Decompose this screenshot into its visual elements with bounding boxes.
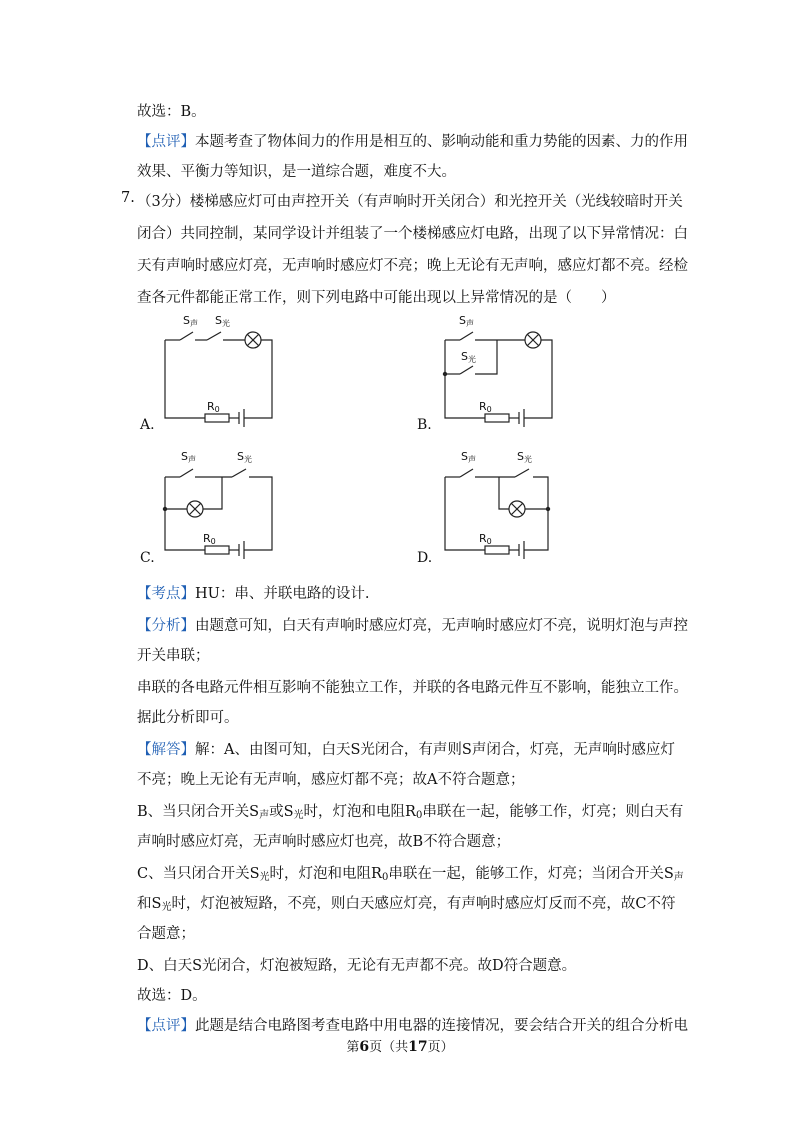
switch-sheng-sub: 声 [189, 319, 198, 328]
question-line-3: 天有声响时感应灯亮，无声响时感应灯不亮；晚上无论有无声响，感应灯都不亮。经检 [137, 258, 688, 274]
option-b-label: B. [417, 417, 432, 433]
question-number: 7. [121, 190, 135, 206]
resistor-icon [485, 414, 509, 422]
resistor-label: R [207, 400, 215, 413]
final-answer-line: 故选：D。 [137, 988, 207, 1004]
review-line: 【点评】此题是结合电路图考查电路中用电器的连接情况，要会结合开关的组合分析电 [137, 1018, 688, 1034]
switch-guang-sub: 光 [221, 319, 230, 328]
solution-line-6: 和$S_光$时，灯泡被短路，不亮，则白天感应灯亮，有声响时感应灯反而不亮，故C不符 [137, 896, 676, 913]
comment-text: 本题考查了物体间力的作用是相互的、影响动能和重力势能的因素、力的作用 [195, 134, 688, 150]
question-line-2: 闭合）共同控制，某同学设计并组装了一个楼梯感应灯电路，出现了以下异常情况：白 [137, 226, 688, 242]
svg-text:S光: S光 [517, 450, 532, 464]
solution-tag: 【解答】 [137, 742, 195, 758]
svg-text:S声: S声 [459, 314, 474, 328]
analysis-line-2: 开关串联； [137, 648, 210, 664]
switch-icon [460, 469, 473, 477]
svg-text:R0: R0 [479, 400, 492, 414]
option-c-label: C. [140, 550, 155, 566]
comment-line-1 [137, 130, 688, 151]
option-a-label: A. [140, 417, 155, 433]
analysis-line-3: 串联的各电路元件相互影响不能独立工作，并联的各电路元件互不影响，能独立工作。 [137, 680, 688, 696]
switch-icon [180, 332, 193, 340]
switch-icon [515, 469, 529, 477]
knowledge-tag: 【考点】 [137, 586, 195, 602]
switch-icon [460, 366, 473, 374]
comment-line-2: 效果、平衡力等知识，是一道综合题，难度不大。 [137, 164, 456, 180]
analysis-line-1: 【分析】由题意可知，白天有声响时感应灯亮，无声响时感应灯不亮，说明灯泡与声控 [137, 618, 688, 634]
page-footer: 第6页（共17页） [346, 1039, 454, 1055]
svg-text:S声: S声 [461, 450, 476, 464]
svg-text:R0 [207, 400, 220, 414]
svg-text:S光: S光 [237, 450, 252, 464]
analysis-line-4: 据此分析即可。 [137, 710, 239, 726]
resistor-icon [205, 546, 229, 554]
svg-text:S声 [183, 314, 198, 328]
solution-line-4: 声响时感应灯亮，无声响时感应灯也亮，故B不符合题意； [137, 834, 511, 850]
resistor-icon [485, 546, 509, 554]
knowledge-point-line: 【考点】HU：串、并联电路的设计. [137, 586, 370, 602]
total-pages: 17 [408, 1039, 428, 1055]
switch-icon [460, 332, 473, 340]
switch-icon [180, 469, 193, 477]
svg-text:R0: R0 [203, 532, 216, 546]
solution-line-3: B、当只闭合开关$S_声$或$S_光$时，灯泡和电阻$R_0$串联在一起，能够工作，灯亮；则白天有 [137, 804, 684, 821]
circuit-d-diagram [435, 442, 565, 562]
resistor-sub: 0 [214, 405, 220, 414]
circuit-c-diagram [155, 442, 285, 562]
question-line-1: （3分）楼梯感应灯可由声控开关（有声响时开关闭合）和光控开关（光线较暗时开关 [137, 194, 683, 210]
review-tag: 【点评】 [137, 1018, 195, 1034]
svg-text:S声: S声 [181, 450, 196, 464]
current-page: 6 [359, 1039, 370, 1055]
svg-text:R0: R0 [479, 532, 492, 546]
circuit-a-diagram [155, 310, 285, 430]
solution-line-1: 【解答】解：A、由图可知，白天S光闭合，有声则S声闭合，灯亮，无声响时感应灯 [137, 742, 675, 758]
solution-line-2: 不亮；晚上无论有无声响，感应灯都不亮；故A不符合题意； [137, 772, 525, 788]
svg-text:S光: S光 [461, 350, 476, 364]
solution-line-5: C、当只闭合开关$S_光$时，灯泡和电阻$R_0$串联在一起，能够工作，灯亮；当闭合开关$S_声$ [137, 866, 684, 883]
switch-s-label: S [183, 314, 190, 327]
analysis-tag: 【分析】 [137, 618, 195, 634]
question-line-4: 查各元件都能正常工作，则下列电路中可能出现以上异常情况的是（ ） [137, 290, 616, 306]
solution-line-8: D、白天S光闭合，灯泡被短路，无论有无声都不亮。故D符合题意。 [137, 958, 577, 974]
switch-icon [232, 469, 246, 477]
comment-tag: 【点评】 [137, 134, 195, 150]
switch-icon [207, 332, 221, 340]
circuit-b-diagram [435, 310, 565, 430]
option-d-label: D. [417, 550, 433, 566]
answer-line: 故选：B。 [137, 104, 206, 120]
resistor-icon [205, 414, 229, 422]
switch-s-label: S [215, 314, 222, 327]
svg-text:S光 [215, 314, 230, 328]
solution-line-7: 合题意； [137, 926, 195, 942]
